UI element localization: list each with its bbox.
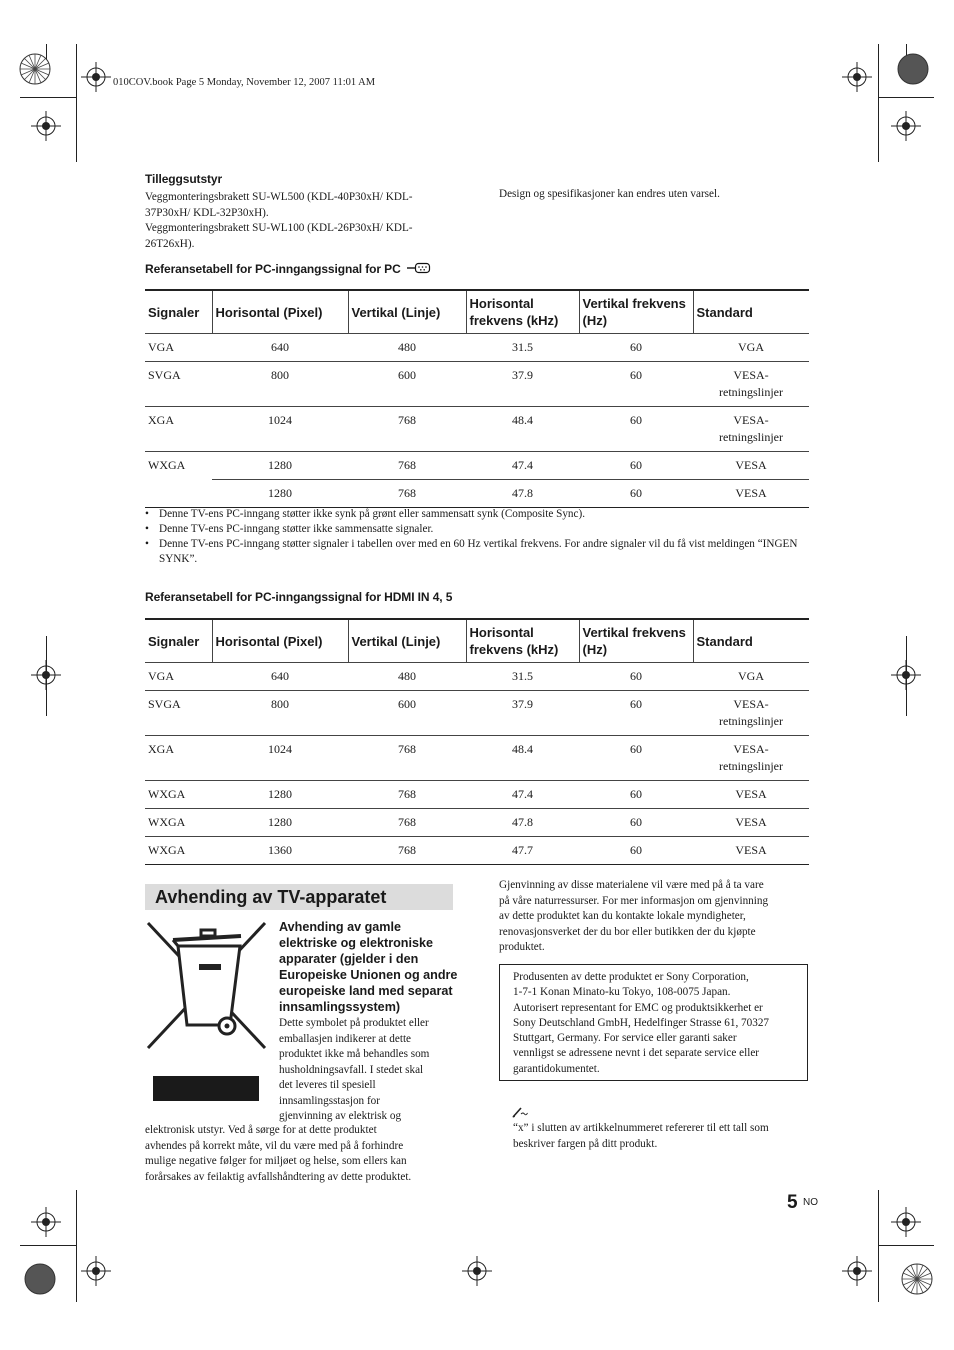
- table-cell: 60: [579, 452, 693, 480]
- recycling-paragraph: [499, 878, 768, 956]
- table-cell: 768: [348, 781, 466, 809]
- notice-line: Stuttgart, Germany. For service eller garanti saker: [513, 1032, 737, 1045]
- column-header: Horisontal frekvens (kHz): [466, 290, 579, 334]
- registration-mark-icon: [81, 62, 111, 92]
- table-cell: VESA: [693, 452, 809, 480]
- accessories-title: Tilleggsutstyr: [145, 172, 223, 186]
- table-cell: 1280: [212, 480, 348, 508]
- table-cell: 60: [579, 781, 693, 809]
- table-cell: VGA: [145, 334, 212, 362]
- table-cell: VGA: [693, 663, 809, 691]
- table-row: [145, 781, 809, 809]
- registration-mark-icon: [891, 111, 921, 141]
- table-cell: 640: [212, 334, 348, 362]
- disposal-subheading: [279, 919, 457, 1015]
- column-header: Vertikal frekvens (Hz): [579, 290, 693, 334]
- registration-mark-icon: [842, 1256, 872, 1286]
- table-cell: 768: [348, 837, 466, 865]
- accessories-text: [145, 190, 465, 252]
- registration-mark-icon: [842, 62, 872, 92]
- footnote-text: [513, 1121, 769, 1152]
- table-cell: 47.4: [466, 781, 579, 809]
- pc-input-icon: [407, 262, 431, 274]
- subheading-line: Europeiske Unionen og andre: [279, 968, 458, 982]
- accessories-line: 37P30xH/ KDL-32P30xH).: [145, 206, 269, 219]
- table-row: [145, 691, 809, 736]
- table-cell: 768: [348, 452, 466, 480]
- table-cell: VESA-retningslinjer: [693, 691, 809, 736]
- table-cell: VESA: [693, 781, 809, 809]
- table-cell: VESA-retningslinjer: [693, 407, 809, 452]
- table-row: [145, 736, 809, 781]
- table-cell: WXGA: [145, 809, 212, 837]
- table-row: [145, 334, 809, 362]
- table-cell: 60: [579, 407, 693, 452]
- table-cell: 1024: [212, 407, 348, 452]
- section-title: Avhending av TV-apparatet: [145, 884, 453, 910]
- table-cell: 1280: [212, 452, 348, 480]
- table-cell: 60: [579, 663, 693, 691]
- table-cell: 47.7: [466, 837, 579, 865]
- paragraph-line: produktet ikke må behandles som: [279, 1048, 430, 1060]
- pencil-note-icon: [512, 1106, 528, 1118]
- subheading-line: Avhending av gamle: [279, 920, 402, 934]
- pc-table-title: [145, 262, 431, 276]
- table-cell: VESA: [693, 480, 809, 508]
- column-header: Signaler: [145, 619, 212, 663]
- column-header: Vertikal frekvens (Hz): [579, 619, 693, 663]
- registration-mark-icon: [81, 1256, 111, 1286]
- accessories-line: 26T26xH).: [145, 237, 195, 250]
- column-header: Standard: [693, 619, 809, 663]
- table-row: [145, 407, 809, 452]
- table-cell: 31.5: [466, 334, 579, 362]
- file-info-header: 010COV.book Page 5 Monday, November 12, 2007 11:01 AM: [113, 77, 376, 88]
- paragraph-line: produktet.: [499, 941, 545, 953]
- table-cell: 48.4: [466, 736, 579, 781]
- table-cell: 600: [348, 691, 466, 736]
- table-cell: [145, 480, 212, 508]
- column-header: Horisontal frekvens (kHz): [466, 619, 579, 663]
- table-cell: 768: [348, 407, 466, 452]
- notice-line: garantidokumentet.: [513, 1062, 600, 1075]
- crossed-out-wheelie-bin-icon: [145, 920, 270, 1055]
- column-header: Horisontal (Pixel): [212, 290, 348, 334]
- page-number: [787, 1192, 818, 1214]
- table-cell: WXGA: [148, 458, 186, 472]
- color-patch-icon: [896, 52, 930, 86]
- table-cell: SVGA: [145, 691, 212, 736]
- footnote-line: “x” i slutten av artikkelnummeret refererer til ett tall som: [513, 1122, 769, 1134]
- disposal-paragraph-narrow: [279, 1016, 429, 1125]
- table-cell: 1360: [212, 837, 348, 865]
- table-cell: 47.8: [466, 809, 579, 837]
- notice-line: vennligst se adressene nevnt i det separate service eller: [513, 1047, 760, 1060]
- table-cell: 1024: [212, 736, 348, 781]
- list-item: • Denne TV-ens PC-inngang støtter ikke sammensatte signaler.: [145, 522, 805, 537]
- table-header-row: [145, 290, 809, 334]
- paragraph-line: husholdningsavfall. I stedet skal: [279, 1063, 424, 1076]
- paragraph-line: elektronisk utstyr. Ved å sørge for at dette produktet: [145, 1124, 377, 1136]
- notice-line: Sony Deutschland GmbH, Hedelfinger Strasse 61, 70327: [513, 1016, 770, 1029]
- paragraph-line: av dette produktet kan du kontakte lokale myndigheter,: [499, 910, 746, 922]
- page-language: NO: [803, 1197, 819, 1208]
- paragraph-line: avhendes på korrekt måte, vil du være med på å forhindre: [145, 1139, 404, 1152]
- hdmi-table-title: Referansetabell for PC-inngangssignal for HDMI IN 4, 5: [145, 590, 453, 604]
- table-cell: 800: [212, 691, 348, 736]
- table-cell: 47.8: [466, 480, 579, 508]
- subheading-line: innsamlingssystem): [279, 1000, 401, 1014]
- table-row: [145, 480, 809, 508]
- table-cell: 48.4: [466, 407, 579, 452]
- registration-mark-icon: [462, 1256, 492, 1286]
- pc-table-title-text: Referansetabell for PC-inngangssignal for PC: [145, 262, 401, 276]
- paragraph-line: mulige negative følger for miljøet og helse, som ellers kan: [145, 1155, 407, 1167]
- table-cell: 60: [579, 736, 693, 781]
- table-row: [145, 362, 809, 407]
- table-cell: XGA: [145, 736, 212, 781]
- table-cell: VGA: [693, 334, 809, 362]
- list-item: • Denne TV-ens PC-inngang støtter signaler i tabellen over med en 60 Hz vertikal frekvens. For andre signaler vil du få vist meldingen “INGEN SYNK”.: [145, 537, 805, 567]
- registration-mark-icon: [891, 660, 921, 690]
- paragraph-line: emballasjen indikerer at dette: [279, 1032, 412, 1045]
- disposal-paragraph-wide: [145, 1123, 411, 1185]
- table-cell: SVGA: [145, 362, 212, 407]
- table-cell: 60: [579, 837, 693, 865]
- table-cell: 640: [212, 663, 348, 691]
- registration-mark-icon: [31, 1207, 61, 1237]
- accessories-line: Veggmonteringsbrakett SU-WL100 (KDL-26P30xH/ KDL-: [145, 222, 413, 234]
- registration-mark-icon: [31, 111, 61, 141]
- table-cell: 480: [348, 663, 466, 691]
- table-cell: VESA-retningslinjer: [693, 736, 809, 781]
- table-row: [145, 809, 809, 837]
- table-cell: VESA-retningslinjer: [693, 362, 809, 407]
- table-cell: 768: [348, 480, 466, 508]
- paragraph-line: Dette symbolet på produktet eller: [279, 1017, 429, 1029]
- color-patch-icon: [23, 1262, 57, 1296]
- table-cell: VESA: [693, 809, 809, 837]
- table-cell: 768: [348, 809, 466, 837]
- table-cell: 1280: [212, 781, 348, 809]
- column-header: Standard: [693, 290, 809, 334]
- hdmi-signal-table: [145, 618, 809, 865]
- notice-line: Produsenten av dette produktet er Sony Corporation,: [513, 971, 749, 983]
- notice-line: 1-7-1 Konan Minato-ku Tokyo, 108-0075 Japan.: [513, 986, 731, 999]
- column-header: Horisontal (Pixel): [212, 619, 348, 663]
- subheading-line: elektriske og elektroniske: [279, 936, 434, 950]
- table-cell: XGA: [145, 407, 212, 452]
- table-cell: 800: [212, 362, 348, 407]
- table-cell: 600: [348, 362, 466, 407]
- column-header: Vertikal (Linje): [348, 290, 466, 334]
- table-cell: WXGA: [145, 837, 212, 865]
- table-cell: 60: [579, 809, 693, 837]
- footnote-line: beskriver fargen på ditt produkt.: [513, 1137, 658, 1150]
- notes-list: [145, 507, 805, 567]
- table-cell: VGA: [145, 663, 212, 691]
- table-cell: WXGA: [145, 781, 212, 809]
- paragraph-line: forårsakes av feilaktig avfallshåndtering av dette produktet.: [145, 1170, 412, 1183]
- manufacturer-notice-box: [499, 964, 808, 1081]
- table-cell: 60: [579, 480, 693, 508]
- table-cell: 47.4: [466, 452, 579, 480]
- table-row: [145, 837, 809, 865]
- disposal-symbol-bar: [153, 1076, 259, 1101]
- table-row: [145, 663, 809, 691]
- list-item: • Denne TV-ens PC-inngang støtter ikke synk på grønt eller sammensatt synk (Composite Sync).: [145, 507, 805, 522]
- table-cell: 37.9: [466, 362, 579, 407]
- accessories-line: Veggmonteringsbrakett SU-WL500 (KDL-40P30xH/ KDL-: [145, 191, 413, 203]
- table-cell: 60: [579, 362, 693, 407]
- color-target-icon: [900, 1262, 934, 1296]
- registration-mark-icon: [891, 1207, 921, 1237]
- paragraph-line: det leveres til spesiell: [279, 1079, 376, 1091]
- pc-signal-table: [145, 289, 809, 508]
- table-cell: 1280: [212, 809, 348, 837]
- subheading-line: europeiske land med separat: [279, 984, 453, 998]
- paragraph-line: gjenvinning av elektrisk og: [279, 1110, 402, 1122]
- table-cell: 480: [348, 334, 466, 362]
- table-cell: 768: [348, 736, 466, 781]
- color-target-icon: [18, 52, 52, 86]
- notice-line: Autorisert representant for EMC og produktsikkerhet er: [513, 1001, 763, 1014]
- table-cell: 37.9: [466, 691, 579, 736]
- design-note: Design og spesifikasjoner kan endres uten varsel.: [499, 188, 720, 200]
- paragraph-line: renovasjonsverket der du bor eller butikken der du kjøpte: [499, 925, 756, 938]
- paragraph-line: innsamlingsstasjon for: [279, 1094, 380, 1107]
- table-cell: VESA: [693, 837, 809, 865]
- subheading-line: apparater (gjelder i den: [279, 952, 419, 966]
- paragraph-line: på våre naturressurser. For mer informasjon om gjenvinning: [499, 894, 769, 907]
- table-header-row: [145, 619, 809, 663]
- page-number-value: 5: [787, 1192, 798, 1213]
- table-cell: 31.5: [466, 663, 579, 691]
- table-cell: 60: [579, 691, 693, 736]
- registration-mark-icon: [31, 660, 61, 690]
- paragraph-line: Gjenvinning av disse materialene vil være med på å ta vare: [499, 879, 764, 891]
- column-header: Vertikal (Linje): [348, 619, 466, 663]
- table-cell: 60: [579, 334, 693, 362]
- column-header: Signaler: [145, 290, 212, 334]
- table-row: [145, 452, 809, 480]
